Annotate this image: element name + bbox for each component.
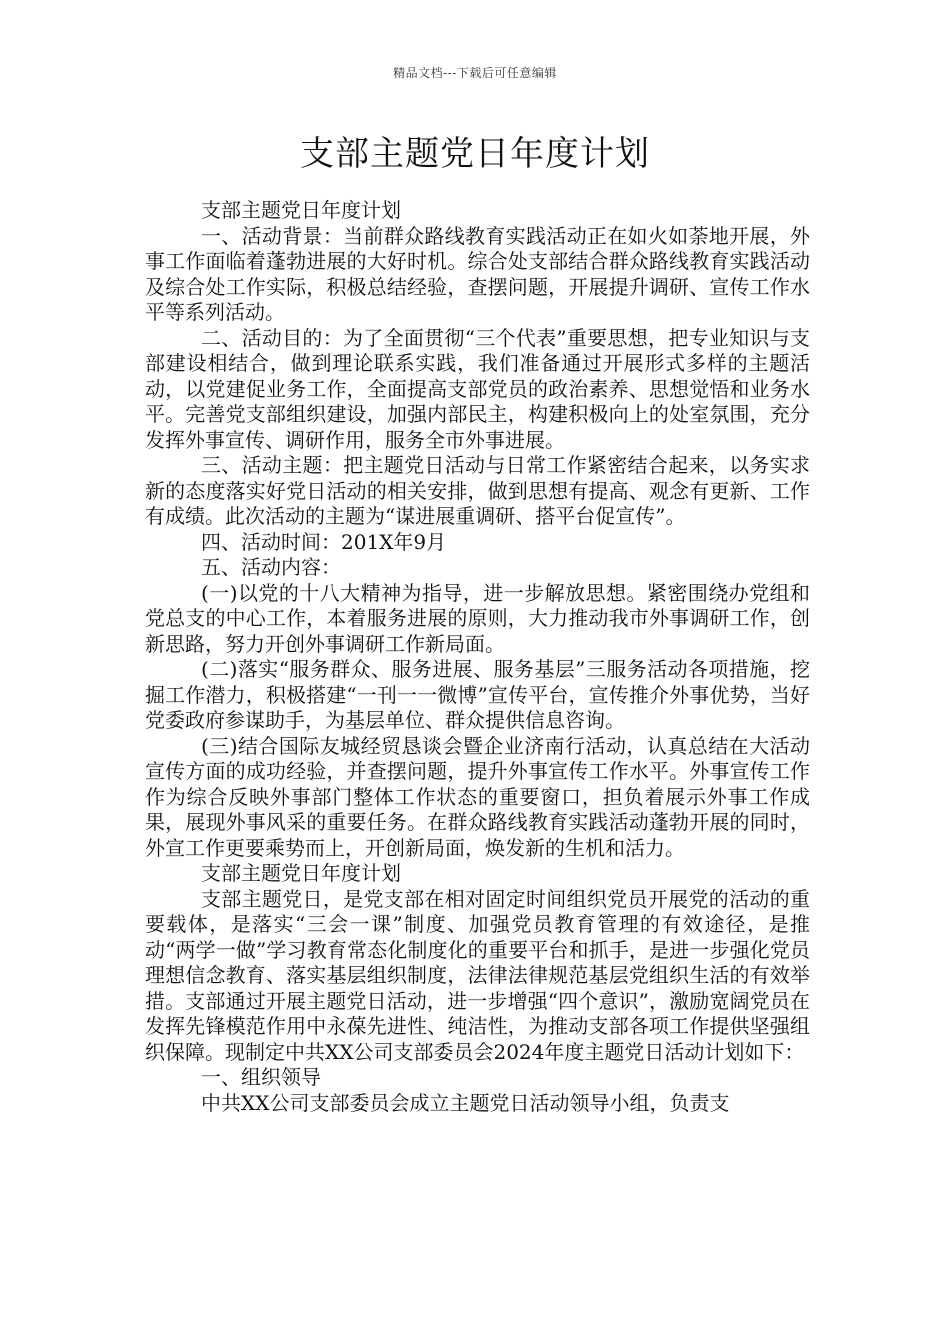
- paragraph-content-2: (二)落实“服务群众、服务进展、服务基层”三服务活动各项措施，挖掘工作潜力，积极搭建“一刊一一微博”宣传平台，宣传推介外事优势，当好党委政府参谋助手，为基层单位、群众提供信息咨询。: [145, 657, 810, 732]
- paragraph-content-1: (一)以党的十八大精神为指导，进一步解放思想。紧密围绕办党组和党总支的中心工作，本着服务进展的原则，大力推动我市外事调研工作，创新思路，努力开创外事调研工作新局面。: [145, 580, 810, 656]
- paragraph-subtitle: 支部主题党日年度计划: [201, 198, 401, 222]
- paragraph-leadership-heading: 一、组织领导: [201, 1065, 321, 1089]
- paragraph-purpose: 二、活动目的：为了全面贯彻“三个代表”重要思想，把专业知识与支部建设相结合，做到理论联系实践，我们准备通过开展形式多样的主题活动，以党建促业务工作，全面提高支部党员的政治素养、思想觉悟和业务水平。完善党支部组织建设，加强内部民主，构建积极向上的处室氛围，充分发挥外事宣传、调研作用，服务全市外事进展。: [145, 325, 810, 452]
- paragraph-content-3: (三)结合国际友城经贸恳谈会暨企业济南行活动，认真总结在大活动宣传方面的成功经验，并查摆问题，提升外事宣传工作水平。外事宣传工作作为综合反映外事部门整体工作状态的重要窗口，担负着展示外事工作成果，展现外事风采的重要任务。在群众路线教育实践活动蓬勃开展的同时，外宣工作更要乘势而上，开创新局面，焕发新的生机和活力。: [145, 733, 810, 860]
- document-title: 支部主题党日年度计划: [300, 134, 650, 174]
- document-body: [145, 198, 810, 1116]
- paragraph-intro: 支部主题党日，是党支部在相对固定时间组织党员开展党的活动的重要载体，是落实“三会一课”制度、加强党员教育管理的有效途径，是推动“两学一做”学习教育常态化制度化的重要平台和抓手，是进一步强化党员理想信念教育、落实基层组织制度，法律法律规范基层党组织生活的有效举措。支部通过开展主题党日活动，进一步增强“四个意识”，激励宽阔党员在发挥先锋模范作用中永葆先进性、纯洁性，为推动支部各项工作提供坚强组织保障。现制定中共XX公司支部委员会2024年度主题党日活动计划如下：: [145, 886, 810, 1064]
- paragraph-leadership: 中共XX公司支部委员会成立主题党日活动领导小组，负责支: [201, 1090, 730, 1115]
- paragraph-section-title: 支部主题党日年度计划: [201, 861, 401, 885]
- paragraph-content-heading: 五、活动内容：: [201, 555, 341, 579]
- paragraph-theme: 三、活动主题：把主题党日活动与日常工作紧密结合起来，以务实求新的态度落实好党日活动的相关安排，做到思想有提高、观念有更新、工作有成绩。此次活动的主题为“谋进展重调研、搭平台促宣传”。: [145, 453, 810, 528]
- paragraph-time: 四、活动时间：201X年9月: [201, 529, 447, 554]
- paragraph-background: 一、活动背景：当前群众路线教育实践活动正在如火如荼地开展，外事工作面临着蓬勃进展的大好时机。综合处支部结合群众路线教育实践活动及综合处工作实际，积极总结经验，查摆问题，开展提升调研、宣传工作水平等系列活动。: [145, 223, 810, 324]
- page-header-note: 精品文档---下载后可任意编辑: [393, 66, 557, 80]
